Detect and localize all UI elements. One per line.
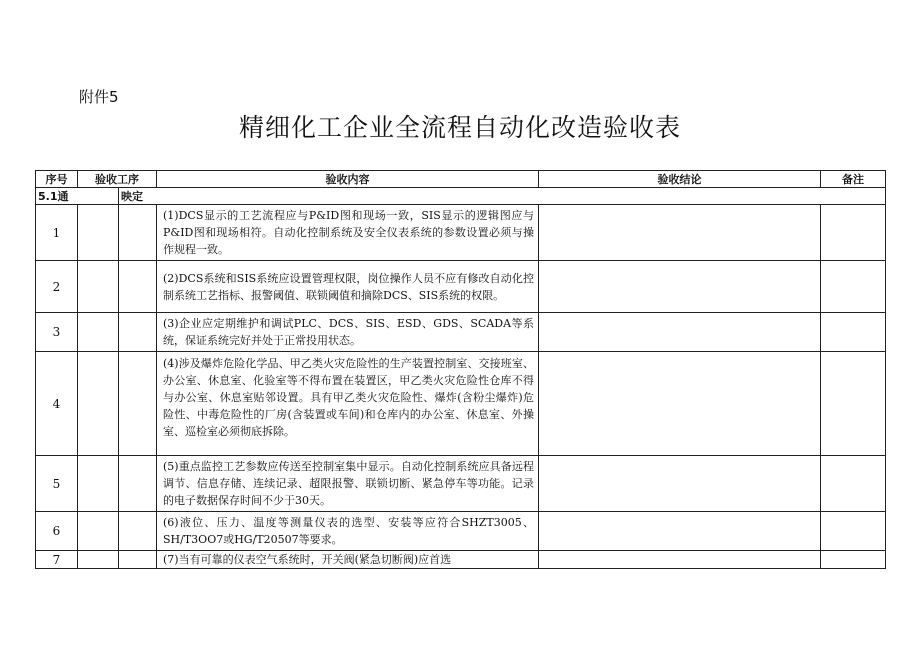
row-process-cell (78, 352, 119, 456)
row-no: 2 (36, 261, 78, 313)
row-content: (7)当有可靠的仪表空气系统时，开关阀(紧急切断阀)应首选 (157, 551, 539, 569)
attachment-label: 附件5 (79, 88, 119, 106)
acceptance-table (35, 170, 886, 569)
row-conclusion-cell[interactable] (539, 456, 821, 512)
row-conclusion-cell[interactable] (539, 205, 821, 261)
table-row (36, 261, 886, 313)
row-process-cell (78, 551, 119, 569)
page-title: 精细化工企业全流程自动化改造验收表 (238, 113, 681, 142)
row-conclusion-cell[interactable] (539, 352, 821, 456)
row-content: (4)涉及爆炸危险化学品、甲乙类火灾危险性的生产装置控制室、交接班室、办公室、休息室、化验室等不得布置在装置区，甲乙类火灾危险性仓库不得与办公室、休息室贴邻设置。具有甲乙类火灾危险性、爆炸(含粉尘爆炸)危险性、中毒危险性的厂房(含装置或车间)和仓库内的办公室、休息室、外操室、巡检室必须彻底拆除。 (157, 352, 539, 456)
row-conclusion-cell[interactable] (539, 551, 821, 569)
row-remark-cell[interactable] (821, 261, 886, 313)
header-content: 验收内容 (157, 171, 539, 188)
table-row (36, 313, 886, 352)
row-no: 1 (36, 205, 78, 261)
row-process-cell (78, 456, 119, 512)
row-conclusion-cell[interactable] (539, 313, 821, 352)
row-content: (6)液位、压力、温度等测量仪表的选型、安装等应符合SHZT3005、SH/T3OO7或HG/T20507等要求。 (157, 512, 539, 551)
header-conclusion: 验收结论 (539, 171, 821, 188)
row-content: (2)DCS系统和SIS系统应设置管理权限，岗位操作人员不应有修改自动化控制系统工艺指标、报警阈值、联锁阈值和摘除DCS、SIS系统的权限。 (157, 261, 539, 313)
section-label: 5.1通 (36, 188, 119, 205)
row-process-cell (78, 261, 119, 313)
row-conclusion-cell[interactable] (539, 512, 821, 551)
row-process-sub-cell (119, 512, 157, 551)
row-remark-cell[interactable] (821, 313, 886, 352)
row-remark-cell[interactable] (821, 456, 886, 512)
row-process-sub-cell (119, 352, 157, 456)
table-header-row (36, 171, 886, 188)
row-remark-cell[interactable] (821, 551, 886, 569)
row-no: 5 (36, 456, 78, 512)
row-process-sub-cell (119, 456, 157, 512)
table-row (36, 205, 886, 261)
table-row (36, 512, 886, 551)
row-remark-cell[interactable] (821, 352, 886, 456)
row-remark-cell[interactable] (821, 512, 886, 551)
row-no: 4 (36, 352, 78, 456)
row-process-sub-cell (119, 313, 157, 352)
header-process: 验收工序 (78, 171, 157, 188)
section-row (36, 188, 886, 205)
table-row (36, 551, 886, 569)
row-process-sub-cell (119, 551, 157, 569)
row-content: (3)企业应定期维护和调试PLC、DCS、SIS、ESD、GDS、SCADA等系统，保证系统完好并处于正常投用状态。 (157, 313, 539, 352)
row-no: 6 (36, 512, 78, 551)
header-remark: 备注 (821, 171, 886, 188)
row-process-sub-cell (119, 261, 157, 313)
row-conclusion-cell[interactable] (539, 261, 821, 313)
table-row (36, 352, 886, 456)
row-content: (1)DCS显示的工艺流程应与P&ID图和现场一致，SIS显示的逻辑图应与P&ID图和现场相符。自动化控制系统及安全仪表系统的参数设置必须与操作规程一致。 (157, 205, 539, 261)
section-text: 映定 (119, 188, 886, 205)
row-process-sub-cell (119, 205, 157, 261)
row-no: 7 (36, 551, 78, 569)
row-process-cell (78, 205, 119, 261)
table-row (36, 456, 886, 512)
row-no: 3 (36, 313, 78, 352)
row-process-cell (78, 313, 119, 352)
header-no: 序号 (36, 171, 78, 188)
row-process-cell (78, 512, 119, 551)
row-remark-cell[interactable] (821, 205, 886, 261)
row-content: (5)重点监控工艺参数应传送至控制室集中显示。自动化控制系统应具备远程调节、信息存储、连续记录、超限报警、联锁切断、紧急停车等功能。记录的电子数据保存时间不少于30天。 (157, 456, 539, 512)
